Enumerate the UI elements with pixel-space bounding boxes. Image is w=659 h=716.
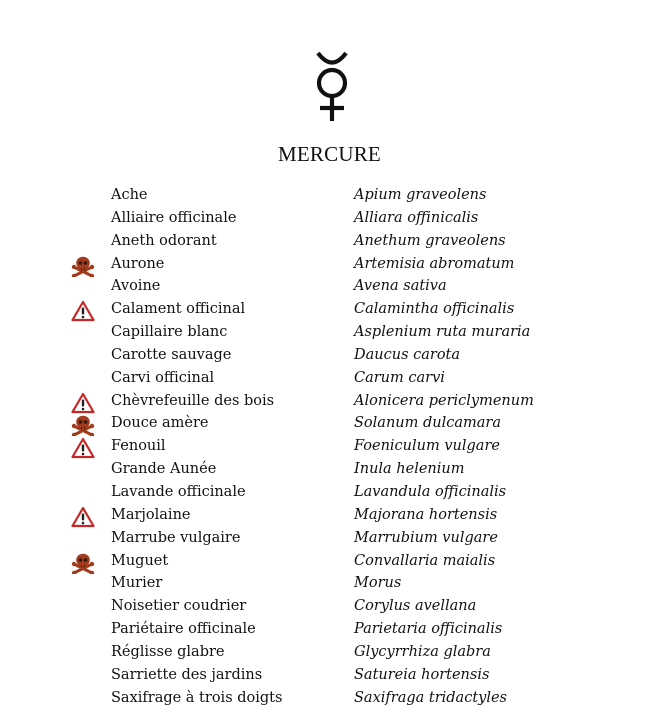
latin-name: Daucus carota	[354, 346, 461, 363]
plant-row	[0, 620, 659, 643]
latin-name: Satureia hortensis	[354, 666, 490, 683]
common-name: Carvi officinal	[111, 369, 215, 386]
marker-slot	[71, 620, 95, 642]
page-title: MERCURE	[278, 142, 381, 166]
plant-row	[0, 300, 659, 323]
marker-slot	[71, 529, 95, 551]
common-name: Pariétaire officinale	[111, 621, 256, 638]
common-name: Carotte sauvage	[111, 346, 232, 363]
common-name: Chèvrefeuille des bois	[111, 392, 275, 409]
latin-name: Solanum dulcamara	[354, 415, 501, 432]
plant-list	[0, 186, 659, 711]
common-name: Marjolaine	[111, 506, 191, 523]
marker-slot	[71, 277, 95, 299]
common-name: Avoine	[111, 278, 161, 295]
plant-row	[0, 529, 659, 552]
plant-row	[0, 209, 659, 232]
common-name: Douce amère	[111, 415, 209, 432]
latin-name: Asplenium ruta muraria	[354, 324, 531, 341]
poison-skull-icon	[71, 414, 95, 436]
marker-slot	[71, 232, 95, 254]
latin-name: Foeniculum vulgare	[354, 438, 500, 455]
common-name: Capillaire blanc	[111, 324, 228, 341]
common-name: Lavande officinale	[111, 483, 246, 500]
marker-slot	[71, 574, 95, 596]
plant-row	[0, 552, 659, 575]
plant-row	[0, 483, 659, 506]
marker-slot	[71, 460, 95, 482]
marker-slot	[71, 186, 95, 208]
plant-row	[0, 460, 659, 483]
common-name: Aneth odorant	[111, 232, 217, 249]
marker-slot	[71, 666, 95, 688]
latin-name: Marrubium vulgare	[354, 529, 498, 546]
common-name: Grande Aunée	[111, 461, 217, 478]
plant-row	[0, 689, 659, 712]
latin-name: Saxifraga tridactyles	[354, 689, 507, 706]
plant-row	[0, 643, 659, 666]
plant-row	[0, 346, 659, 369]
plant-row	[0, 255, 659, 278]
marker-slot	[71, 369, 95, 391]
plant-row	[0, 277, 659, 300]
common-name: Aurone	[111, 255, 165, 272]
plant-row	[0, 506, 659, 529]
warning-icon	[71, 437, 95, 459]
marker-slot	[71, 597, 95, 619]
plant-row	[0, 186, 659, 209]
common-name: Calament officinal	[111, 301, 246, 318]
latin-name: Convallaria maialis	[354, 552, 496, 569]
common-name: Sarriette des jardins	[111, 666, 263, 683]
warning-icon	[71, 506, 95, 528]
plant-row	[0, 437, 659, 460]
poison-skull-icon	[71, 255, 95, 277]
latin-name: Parietaria officinalis	[354, 621, 503, 638]
marker-slot	[71, 643, 95, 665]
common-name: Noisetier coudrier	[111, 598, 247, 615]
warning-icon	[71, 300, 95, 322]
common-name: Marrube vulgaire	[111, 529, 241, 546]
marker-slot	[71, 346, 95, 368]
latin-name: Lavandula officinalis	[354, 483, 507, 500]
latin-name: Calamintha officinalis	[354, 301, 515, 318]
common-name: Muguet	[111, 552, 169, 569]
plant-row	[0, 232, 659, 255]
plant-row	[0, 369, 659, 392]
latin-name: Carum carvi	[354, 369, 445, 386]
latin-name: Alliara offinicalis	[354, 209, 479, 226]
latin-name: Morus	[354, 575, 402, 592]
common-name: Saxifrage à trois doigts	[111, 689, 283, 706]
poison-skull-icon	[71, 552, 95, 574]
marker-slot	[71, 209, 95, 231]
plant-row	[0, 323, 659, 346]
plant-row	[0, 414, 659, 437]
warning-icon	[71, 392, 95, 414]
latin-name: Inula helenium	[354, 461, 465, 478]
latin-name: Glycyrrhiza glabra	[354, 643, 491, 660]
latin-name: Apium graveolens	[354, 187, 487, 203]
common-name: Réglisse glabre	[111, 643, 225, 660]
latin-name: Avena sativa	[354, 278, 447, 295]
plant-row	[0, 597, 659, 620]
mercury-symbol-icon	[309, 50, 355, 124]
latin-name: Anethum graveolens	[354, 232, 506, 249]
common-name: Alliaire officinale	[111, 209, 237, 226]
common-name: Fenouil	[111, 438, 166, 455]
latin-name: Majorana hortensis	[354, 506, 498, 523]
common-name: Ache	[111, 187, 148, 203]
marker-slot	[71, 483, 95, 505]
plant-row	[0, 392, 659, 415]
latin-name: Alonicera periclymenum	[354, 392, 534, 409]
marker-slot	[71, 323, 95, 345]
plant-row	[0, 666, 659, 689]
marker-slot	[71, 689, 95, 711]
common-name: Murier	[111, 575, 163, 592]
plant-row	[0, 574, 659, 597]
latin-name: Artemisia abromatum	[354, 255, 515, 272]
latin-name: Corylus avellana	[354, 598, 477, 615]
